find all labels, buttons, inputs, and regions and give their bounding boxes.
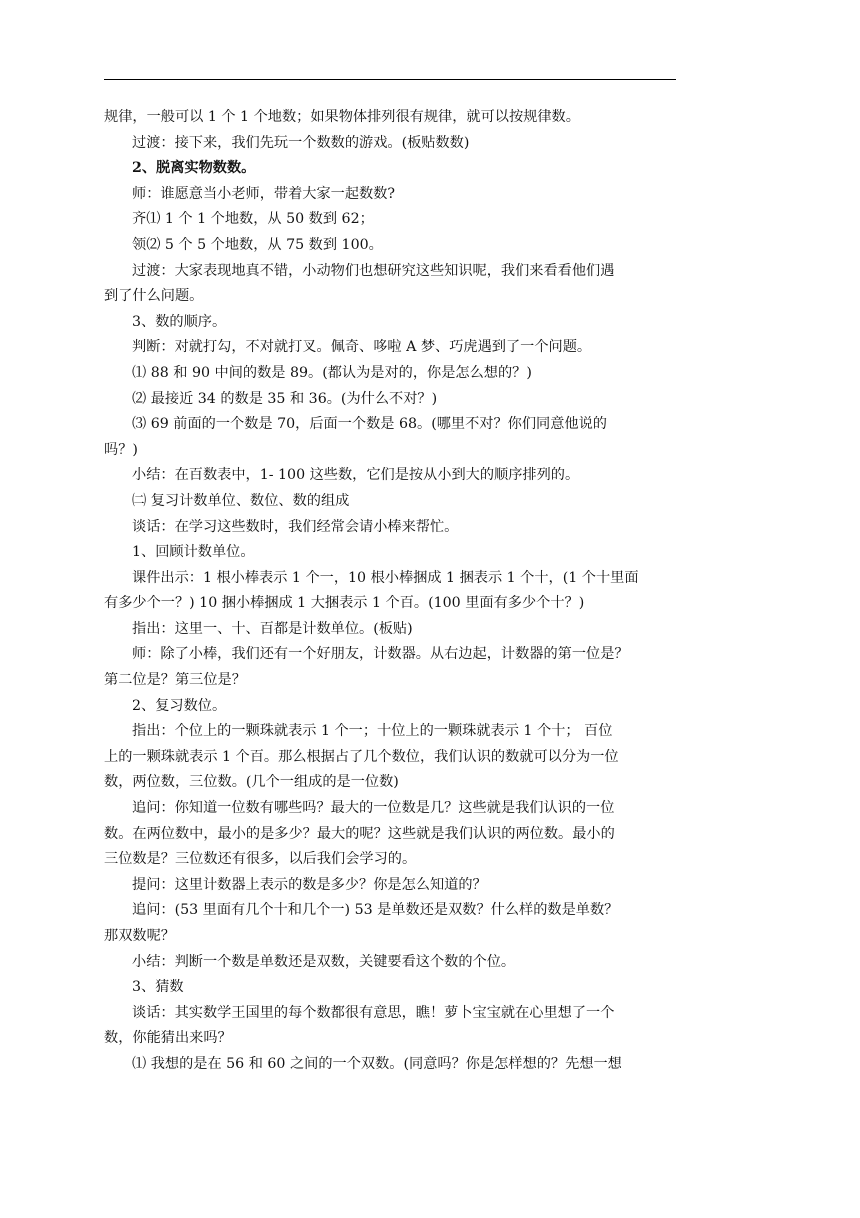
text-line: 到了什么问题。: [104, 288, 204, 305]
text-line: 领⑵ 5 个 5 个地数，从 75 数到 100。: [132, 236, 383, 253]
text-line: 师：除了小棒，我们还有一个好朋友，计数器。从右边起，计数器的第一位是？: [132, 646, 629, 663]
text-line: ⑴ 我想的是在 56 和 60 之间的一个双数。(同意吗？你是怎样想的？先想一想: [132, 1055, 622, 1072]
text-line: 那双数呢？: [104, 928, 175, 944]
text-line: 追问：(53 里面有几个十和几个一) 53 是单数还是双数？什么样的数是单数？: [132, 902, 619, 919]
text-line: 追问：你知道一位数有哪些吗？最大的一位数是几？这些就是我们认识的一位: [132, 800, 615, 817]
text-line: 有多少个一？) 10 捆小棒捆成 1 大捆表示 1 个百。(100 里面有多少个十？): [104, 595, 585, 612]
text-line: ⑶ 69 前面的一个数是 70，后面一个数是 68。(哪里不对？你们同意他说的: [132, 416, 607, 433]
text-line: 规律，一般可以 1 个 1 个地数；如果物体排列很有规律，就可以按规律数。: [104, 109, 580, 125]
text-line: 1、回顾计数单位。: [132, 544, 255, 561]
text-line: 谈话：其实数学王国里的每个数都很有意思，瞧！萝卜宝宝就在心里想了一个: [132, 1004, 615, 1021]
text-line: 三位数是？三位数还有很多，以后我们会学习的。: [104, 851, 417, 868]
text-line: 3、猜数: [132, 979, 184, 996]
text-line: 指出：个位上的一颗珠就表示 1 个一；十位上的一颗珠就表示 1 个十； 百位: [132, 723, 613, 740]
text-line: 数，你能猜出来吗？: [104, 1030, 232, 1047]
text-line: ⑵ 最接近 34 的数是 35 和 36。(为什么不对？): [132, 390, 438, 407]
text-line: 齐⑴ 1 个 1 个地数，从 50 数到 62；: [132, 211, 374, 228]
document-body: [104, 105, 676, 1078]
text-line: 小结：判断一个数是单数还是双数，关键要看这个数的个位。: [132, 953, 516, 970]
text-line: 第二位是？第三位是？: [104, 672, 246, 689]
text-line: 课件出示：1 根小棒表示 1 个一，10 根小棒捆成 1 捆表示 1 个十，(1 个十里面: [132, 569, 639, 586]
text-line: ㈡ 复习计数单位、数位、数的组成: [132, 492, 350, 509]
text-line: 指出：这里一、十、百都是计数单位。(板贴): [132, 620, 413, 637]
text-line: 上的一颗珠就表示 1 个百。那么根据占了几个数位，我们认识的数就可以分为一位: [104, 748, 619, 765]
text-line: 吗？): [104, 441, 138, 458]
text-line: 提问：这里计数器上表示的数是多少？你是怎么知道的？: [132, 876, 487, 893]
text-line: 过渡：接下来，我们先玩一个数数的游戏。(板贴数数): [132, 134, 470, 151]
header-rule: [104, 79, 676, 80]
text-line: 2、复习数位。: [132, 697, 227, 714]
text-line: 谈话：在学习这些数时，我们经常会请小棒来帮忙。: [132, 518, 459, 535]
text-line: 判断：对就打勾，不对就打叉。佩奇、哆啦 A 梦、巧虎遇到了一个问题。: [132, 339, 592, 356]
text-line: 小结：在百数表中，1- 100 这些数，它们是按从小到大的顺序排列的。: [132, 467, 580, 484]
text-line: 3、数的顺序。: [132, 313, 227, 330]
text-line: 数。在两位数中，最小的是多少？最大的呢？这些就是我们认识的两位数。最小的: [104, 825, 615, 842]
text-line: 过渡：大家表现地真不错，小动物们也想研究这些知识呢，我们来看看他们遇: [132, 262, 615, 279]
text-line: 师：谁愿意当小老师，带着大家一起数数?: [132, 185, 395, 202]
text-line: 2、脱离实物数数。: [132, 160, 256, 177]
text-line: 数，两位数，三位数。(几个一组成的是一位数): [104, 774, 399, 791]
text-line: ⑴ 88 和 90 中间的数是 89。(都认为是对的，你是怎么想的？): [132, 364, 532, 381]
